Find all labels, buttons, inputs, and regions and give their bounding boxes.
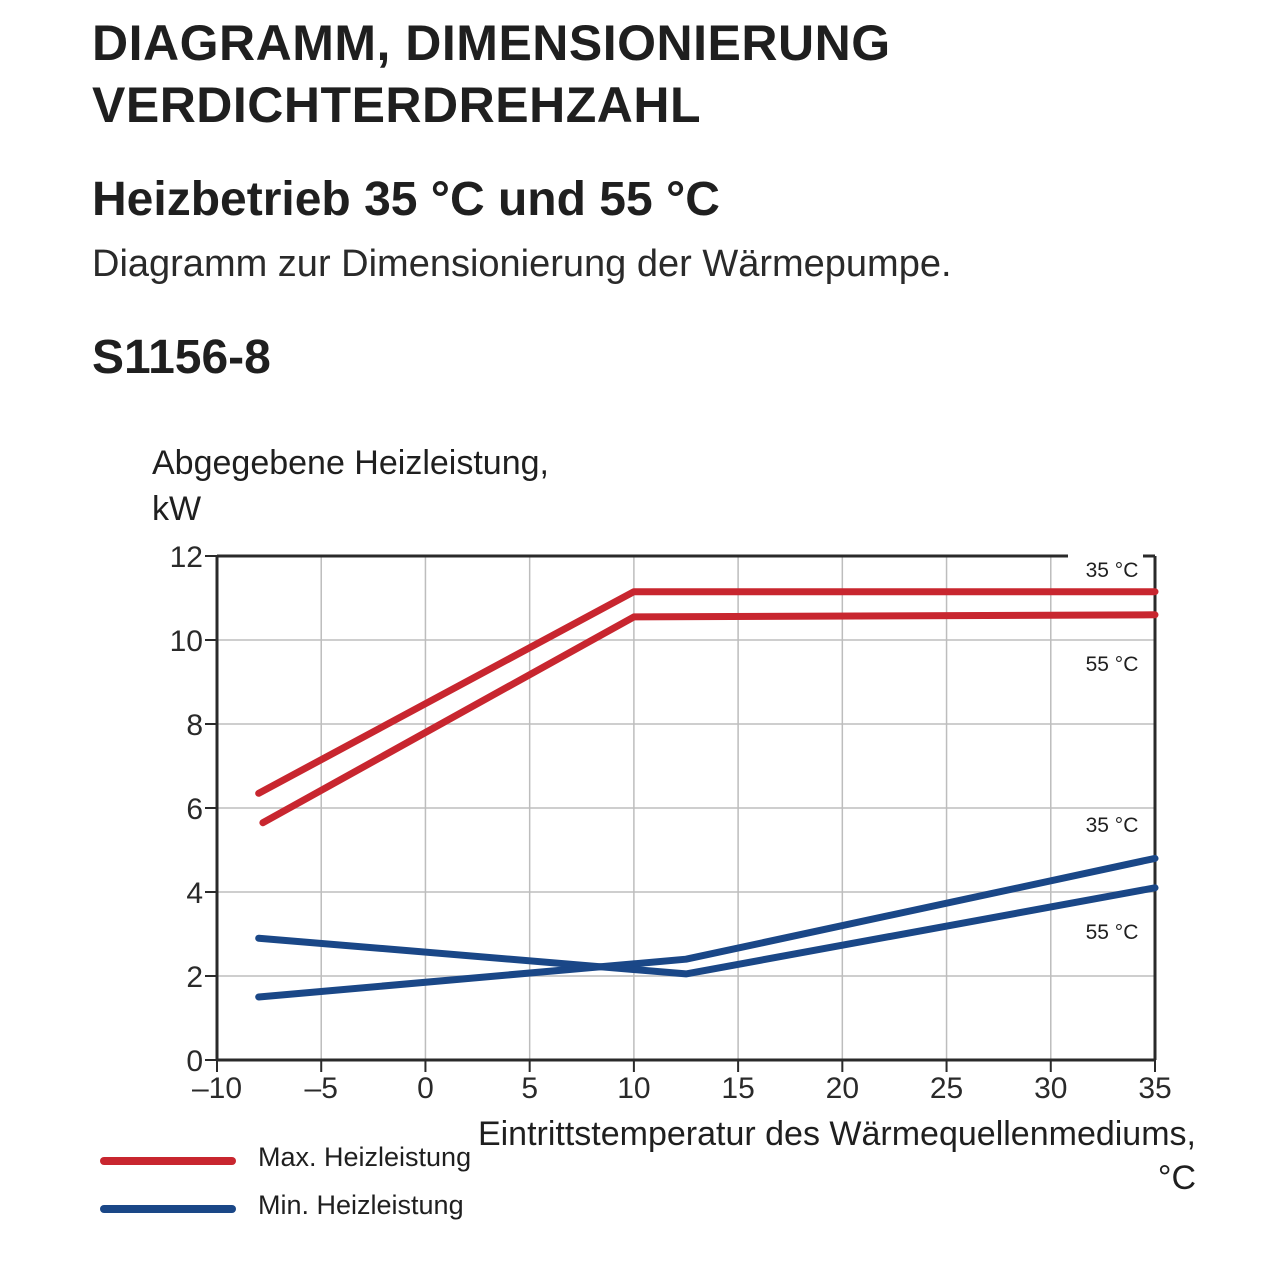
series-line-min-55	[259, 888, 1155, 974]
x-axis-label-line2: °C	[1157, 1159, 1196, 1197]
x-tick-label: 20	[825, 1072, 860, 1105]
y-axis-label-line1: Abgegebene Heizleistung,	[152, 444, 549, 482]
x-tick-label: 0	[417, 1072, 434, 1105]
chart-subtitle: Heizbetrieb 35 °C und 55 °C	[92, 173, 720, 226]
x-tick-label: 15	[721, 1072, 755, 1105]
legend-swatch-max	[100, 1157, 236, 1165]
chart-title-line1: DIAGRAMM, DIMENSIONIERUNG	[92, 15, 891, 71]
y-tick-label: 0	[186, 1045, 203, 1078]
y-tick-label: 10	[169, 625, 203, 658]
series-end-label: 35 °C	[1085, 559, 1139, 582]
x-tick-label: 35	[1138, 1072, 1172, 1105]
y-tick-label: 6	[186, 793, 203, 826]
model-name: S1156-8	[92, 331, 271, 384]
x-tick-label: 5	[521, 1072, 539, 1105]
legend-label-min: Min. Heizleistung	[258, 1190, 464, 1220]
y-tick-label: 12	[169, 541, 203, 574]
x-axis-label	[478, 1112, 1196, 1200]
x-axis-label-line1: Eintrittstemperatur des Wärmequellenmediums,	[477, 1115, 1196, 1153]
chart-title-line2: VERDICHTERDREHZAHL	[92, 77, 701, 133]
x-tick-label: –10	[191, 1072, 243, 1105]
x-tick-label: 10	[617, 1072, 651, 1105]
series-end-label: 55 °C	[1085, 921, 1139, 944]
y-tick-label: 2	[186, 961, 203, 994]
x-tick-label: 30	[1034, 1072, 1068, 1105]
legend-swatch-min	[100, 1205, 236, 1213]
series-end-label: 55 °C	[1085, 653, 1139, 676]
series-end-label: 35 °C	[1085, 814, 1139, 837]
legend-label-max: Max. Heizleistung	[258, 1142, 472, 1172]
y-tick-label: 8	[186, 709, 203, 742]
x-tick-label: –5	[304, 1072, 338, 1105]
chart-description: Diagramm zur Dimensionierung der Wärmepumpe.	[92, 243, 952, 285]
x-tick-label: 25	[929, 1072, 964, 1105]
y-tick-label: 4	[186, 877, 203, 910]
series-line-max-35	[259, 592, 1155, 794]
y-axis-label-line2: kW	[152, 490, 202, 528]
